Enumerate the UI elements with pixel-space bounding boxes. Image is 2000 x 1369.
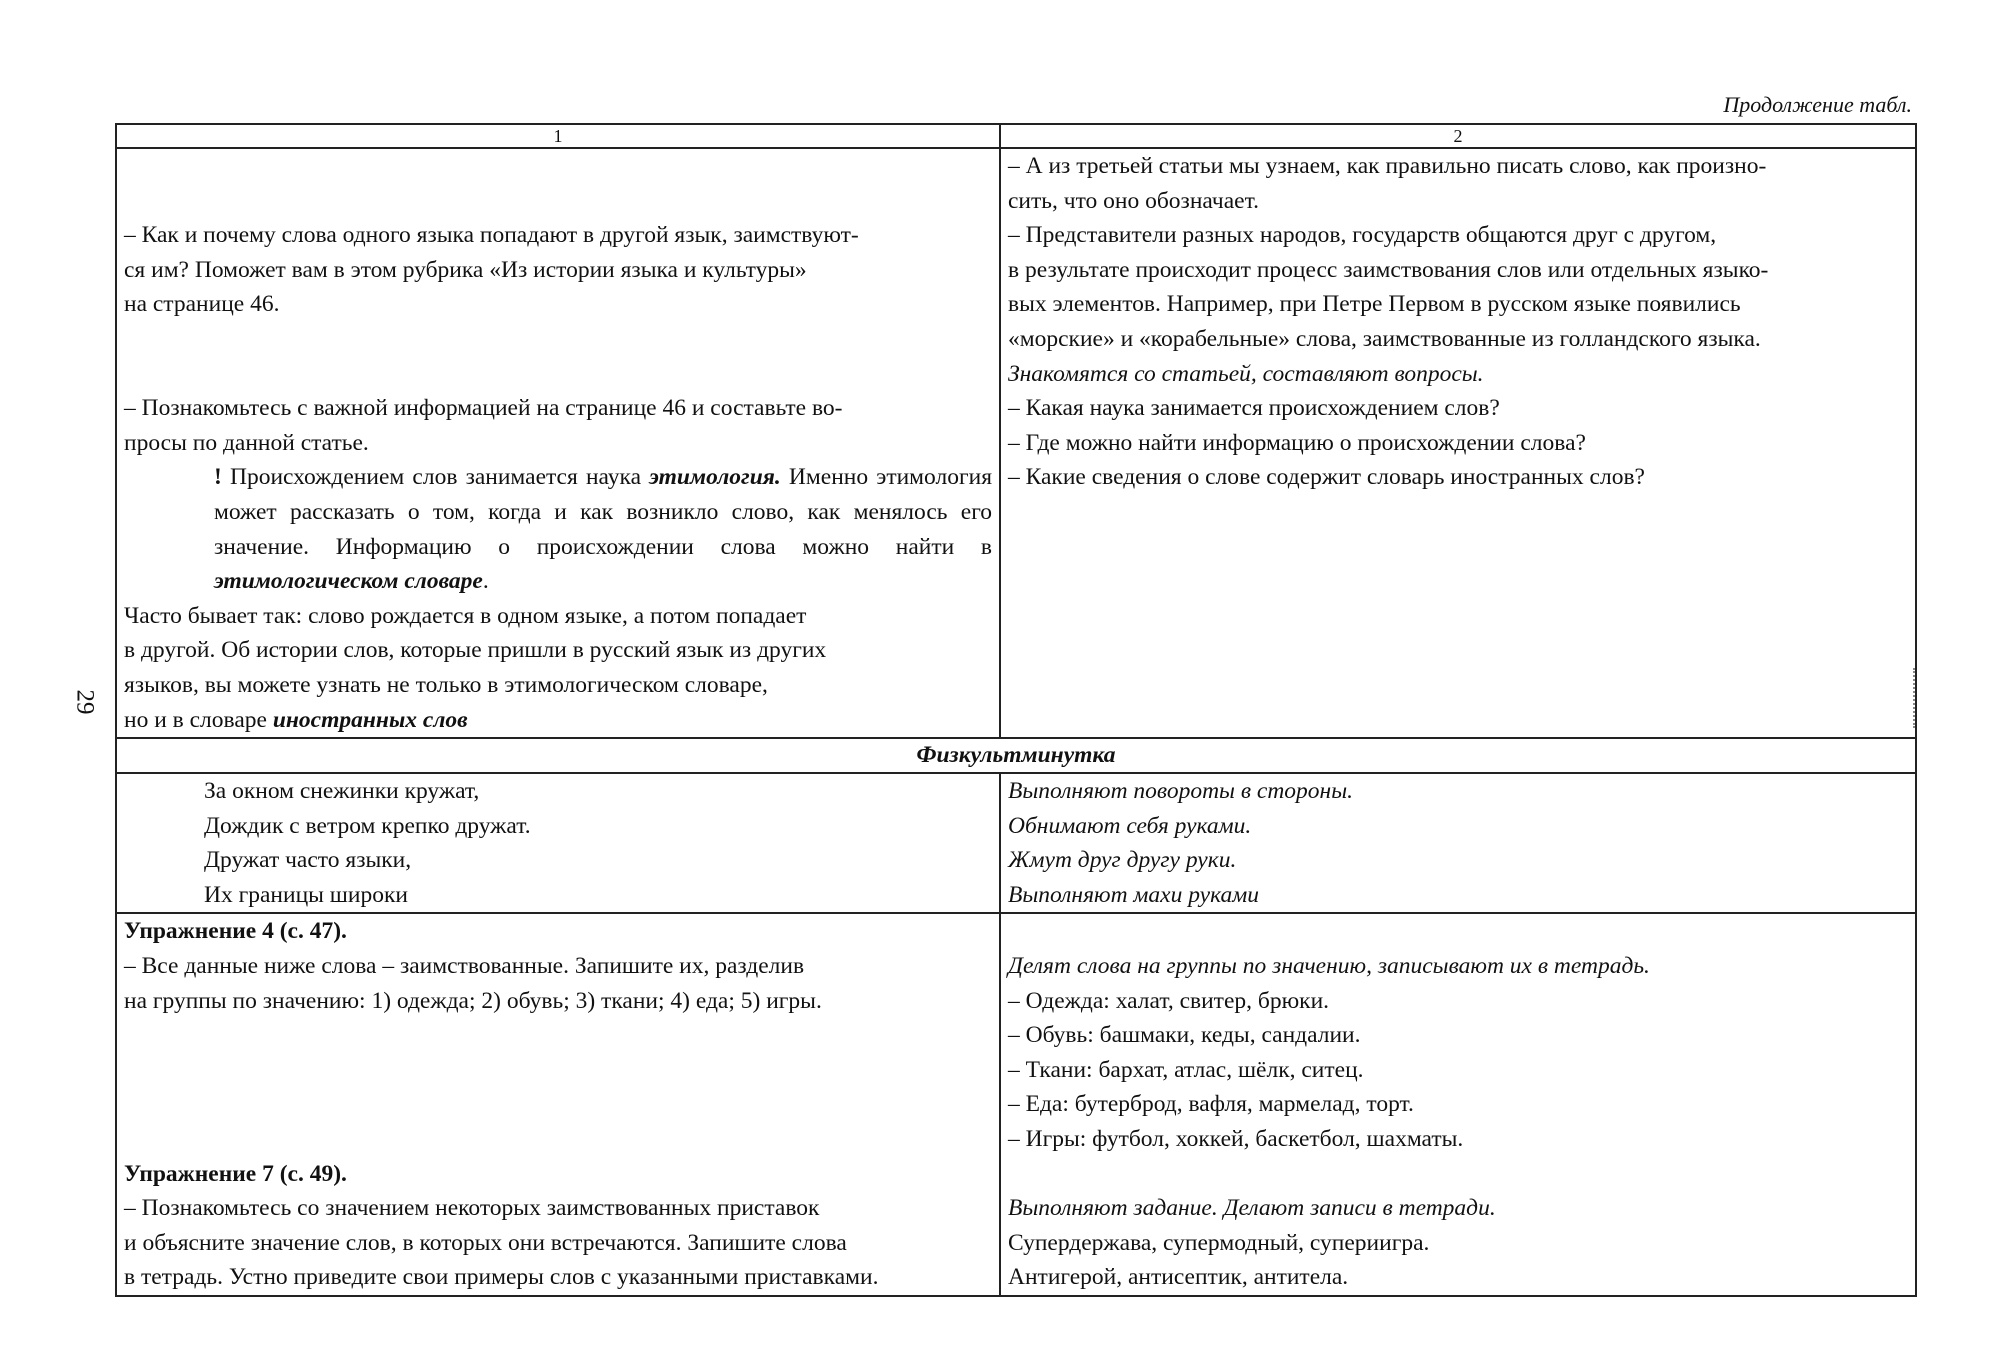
text-line: ся им? Поможет вам в этом рубрика «Из истории языка и культуры» (124, 256, 807, 283)
text-line: Часто бывает так: слово рождается в одном языке, а потом попадает (124, 602, 807, 629)
student-action: Выполняют задание. Делают записи в тетради. (1008, 1195, 1496, 1222)
term-etymological-dictionary: этимологическом словаре (214, 568, 483, 595)
section-row (116, 738, 1916, 773)
text-line: сить, что оно обозначает. (1008, 187, 1259, 214)
text-line: – Где можно найти информацию о происхождении слова? (1008, 429, 1586, 456)
text-line: – А из третьей статьи мы узнаем, как правильно писать слово, как произно- (1008, 153, 1767, 179)
text-line: – Какие сведения о слове содержит словарь иностранных слов? (1008, 464, 1645, 491)
answer-line: – Обувь: башмаки, кеды, сандалии. (1008, 1022, 1361, 1049)
text-line: в другой. Об истории слов, которые пришли в русский язык из других (124, 637, 827, 664)
text-line: в тетрадь. Устно приведите свои примеры слов с указанными приставками. (124, 1264, 879, 1291)
exercise-task-cell (116, 913, 1000, 1296)
student-action: Делят слова на группы по значению, записывают их в тетрадь. (1008, 953, 1650, 980)
lesson-table (115, 123, 1917, 1297)
header-row (116, 124, 1916, 148)
text-line: и объясните значение слов, в которых они встречаются. Запишите слова (124, 1229, 847, 1256)
header-col-2: 2 (1000, 124, 1916, 148)
poem-line: За окном снежинки кружат, (204, 778, 480, 805)
answer-line: Антигерой, антисептик, антитела. (1008, 1264, 1349, 1291)
term-foreign-words: иностранных слов (272, 706, 468, 733)
movement-line: Жмут друг другу руки. (1008, 847, 1237, 874)
text-line: на группы по значению: 1) одежда; 2) обувь; 3) ткани; 4) еда; 5) игры. (124, 987, 822, 1014)
text-line: просы по данной статье. (124, 429, 369, 456)
header-col-1: 1 (116, 124, 1000, 148)
note-block (124, 460, 992, 598)
text-line: на странице 46. (124, 291, 280, 318)
table-row (116, 913, 1916, 1296)
table-row (116, 148, 1916, 738)
text-line: языков, вы можете узнать не только в этимологическом словаре, (124, 671, 768, 698)
section-title: Физкультминутка (116, 738, 1916, 773)
text-fragment: но и в словаре (124, 706, 273, 733)
poem-line: Дождик с ветром крепко дружат. (204, 812, 531, 839)
answer-line: – Еда: бутерброд, вафля, мармелад, торт. (1008, 1091, 1414, 1118)
poem-line: Их границы широки (204, 881, 408, 908)
text-line: вых элементов. Например, при Петре Первом в русском языке появились (1008, 291, 1741, 318)
text-line: – Представители разных народов, государств общаются друг с другом, (1008, 222, 1717, 249)
note-text: Происхождением слов занимается наука (221, 464, 650, 491)
answer-line: – Одежда: халат, свитер, брюки. (1008, 987, 1330, 1014)
text-line: «морские» и «корабельные» слова, заимствованные из голландского языка. (1008, 325, 1761, 352)
movement-line: Обнимают себя руками. (1008, 812, 1252, 839)
text-line: – Как и почему слова одного языка попадают в другой язык, заимствуют- (124, 222, 859, 249)
answer-line: – Ткани: бархат, атлас, шёлк, ситец. (1008, 1056, 1364, 1083)
poem-line: Дружат часто языки, (204, 847, 412, 874)
text-line: в результате происходит процесс заимствования слов или отдельных языко- (1008, 256, 1769, 283)
students-cell (1000, 148, 1916, 738)
answer-line: Супердержава, супермодный, супериигра. (1008, 1229, 1430, 1256)
page-number: 29 (71, 689, 99, 715)
exercise-4-title: Упражнение 4 (с. 47). (124, 918, 347, 945)
note-text: . (482, 568, 489, 595)
term-etymology: этимология. (649, 464, 781, 491)
text-line: – Все данные ниже слова – заимствованные. Запишите их, разделив (124, 953, 805, 980)
exercise-answer-cell (1000, 913, 1916, 1296)
text-line: – Познакомьтесь со значением некоторых заимствованных приставок (124, 1195, 820, 1222)
text-line: – Какая наука занимается происхождением слов? (1008, 395, 1500, 422)
exclamation-mark: ! (214, 464, 222, 491)
text-line (124, 703, 992, 738)
student-action: Знакомятся со статьей, составляют вопросы. (1008, 360, 1484, 387)
table-row (116, 773, 1916, 913)
poem-cell (116, 773, 1000, 913)
answer-line: – Игры: футбол, хоккей, баскетбол, шахматы. (1008, 1126, 1464, 1153)
teacher-cell (116, 148, 1000, 738)
movement-line: Выполняют махи руками (1008, 881, 1260, 908)
text-line: – Познакомьтесь с важной информацией на странице 46 и составьте во- (124, 395, 843, 422)
note-text: Именно этимология может рассказать о том, когда и как возникло слово, как менялось его значение. Информацию о происхождении слова можно найти в (214, 464, 992, 560)
movement-cell (1000, 773, 1916, 913)
table-continuation-caption: Продолжение табл. (1723, 92, 1912, 117)
movement-line: Выполняют повороты в стороны. (1008, 778, 1354, 805)
exercise-7-title: Упражнение 7 (с. 49). (124, 1160, 347, 1187)
